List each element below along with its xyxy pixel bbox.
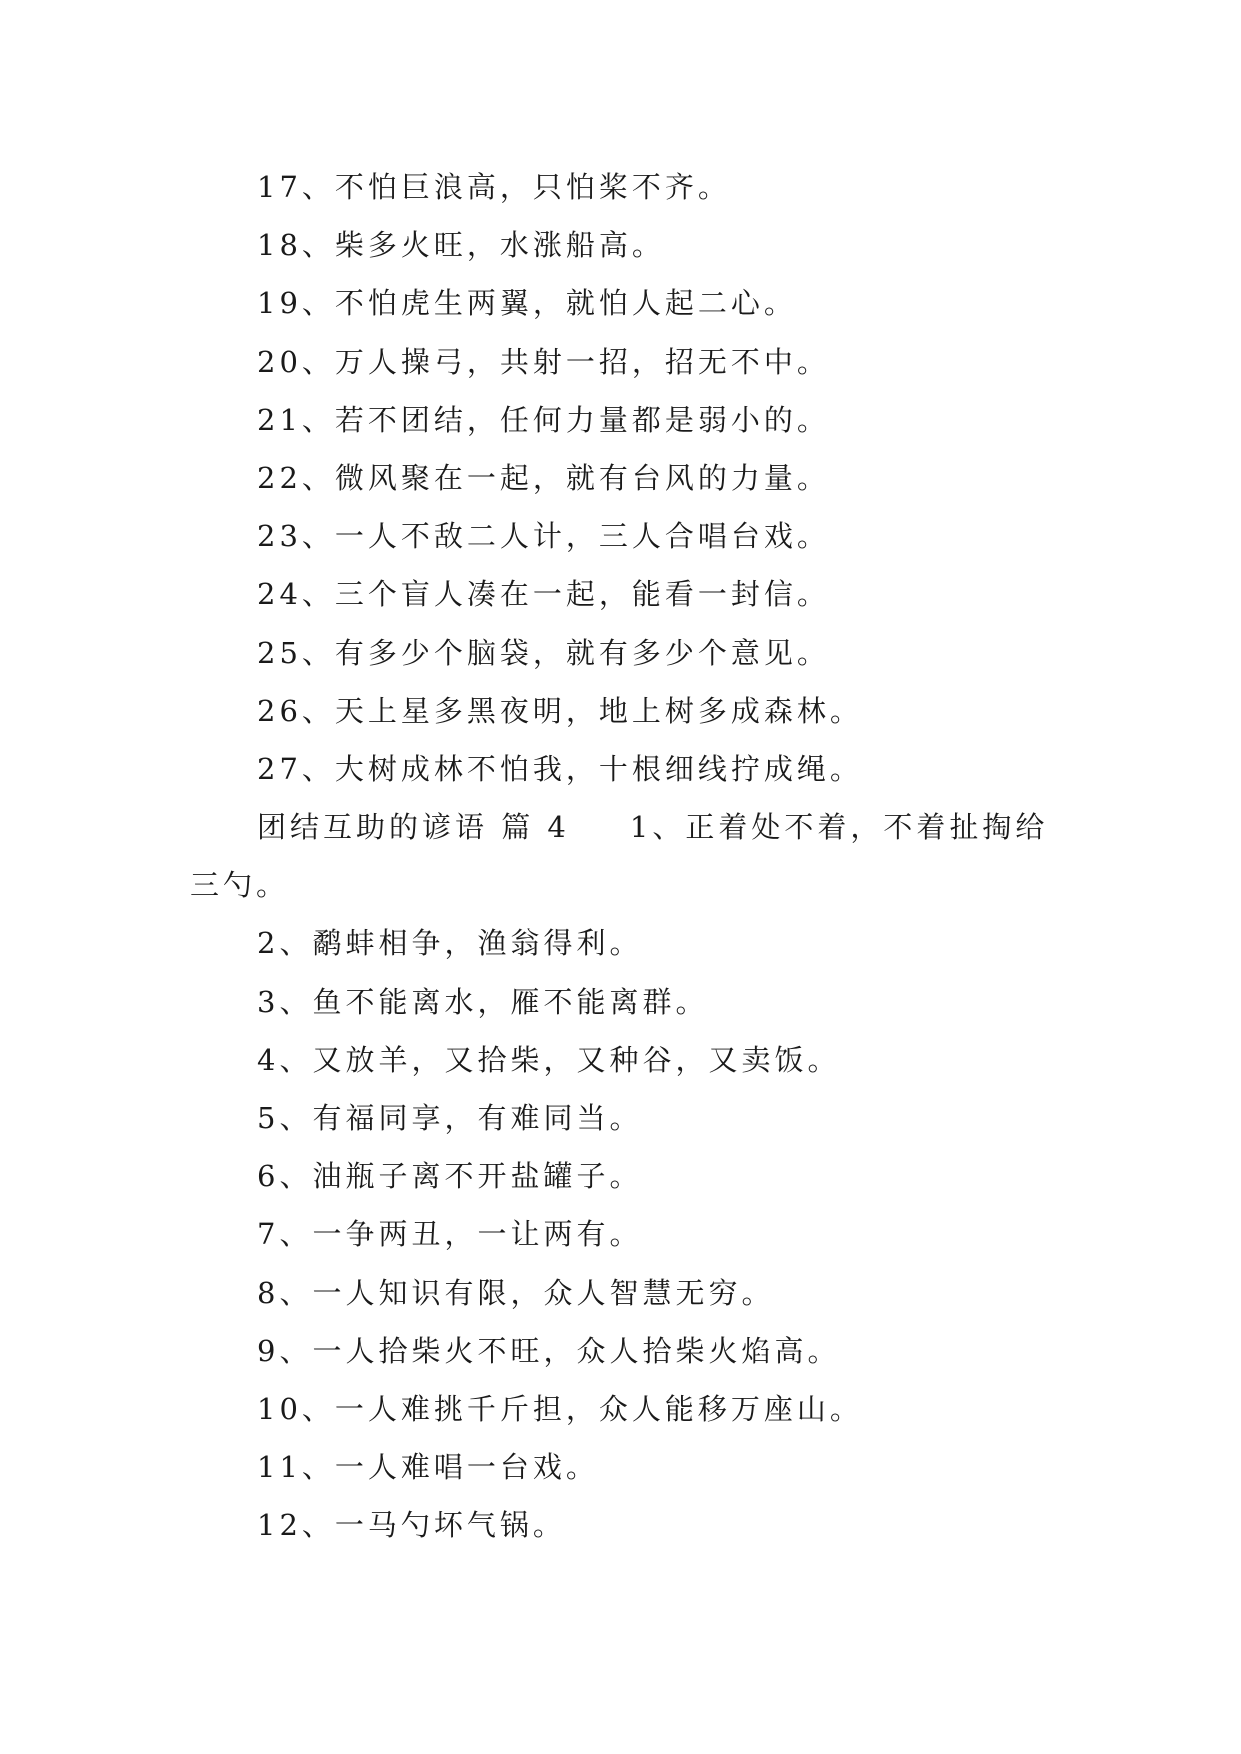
- section-heading: 团结互助的谚语 篇 4: [257, 810, 570, 845]
- list-item: 19、不怕虎生两翼，就怕人起二心。: [257, 286, 797, 321]
- list-item: 11、一人难唱一台戏。: [257, 1450, 599, 1485]
- list-item: 22、微风聚在一起，就有台风的力量。: [257, 460, 830, 495]
- list-item: 12、一马勺坏气锅。: [257, 1508, 566, 1543]
- list-item: 8、一人知识有限，众人智慧无穷。: [257, 1275, 775, 1310]
- list-item: 9、一人拾柴火不旺，众人拾柴火焰高。: [257, 1333, 841, 1368]
- list-item: 10、一人难挑千斤担，众人能移万座山。: [257, 1391, 863, 1426]
- list-item: 26、天上星多黑夜明，地上树多成森林。: [257, 693, 863, 728]
- list-item: 2、鹬蚌相争，渔翁得利。: [257, 926, 643, 961]
- list-item: 25、有多少个脑袋，就有多少个意见。: [257, 635, 830, 670]
- list-item: 5、有福同享，有难同当。: [257, 1101, 643, 1135]
- list-item: 7、一争两丑，一让两有。: [257, 1217, 643, 1252]
- list-item: 20、万人操弓，共射一招，招无不中。: [257, 344, 830, 379]
- list-item: 1、正着处不着，不着扯掏给: [629, 810, 1049, 845]
- list-item: 24、三个盲人凑在一起，能看一封信。: [257, 577, 830, 612]
- list-item: 4、又放羊，又拾柴，又种谷，又卖饭。: [257, 1042, 841, 1077]
- list-item: 18、柴多火旺，水涨船高。: [257, 228, 665, 263]
- list-item: 21、若不团结，任何力量都是弱小的。: [257, 402, 830, 437]
- section-heading-line: [0, 798, 1241, 856]
- list-item: 27、大树成林不怕我，十根细线拧成绳。: [257, 751, 863, 786]
- list-item: 17、不怕巨浪高，只怕桨不齐。: [257, 170, 731, 204]
- list-item: 3、鱼不能离水，雁不能离群。: [257, 984, 709, 1019]
- list-item: 6、油瓶子离不开盐罐子。: [257, 1159, 643, 1194]
- list-item-continuation: 三勺。: [190, 868, 290, 903]
- list-item: 23、一人不敌二人计，三人合唱台戏。: [257, 519, 830, 554]
- document-body: [0, 158, 1241, 1555]
